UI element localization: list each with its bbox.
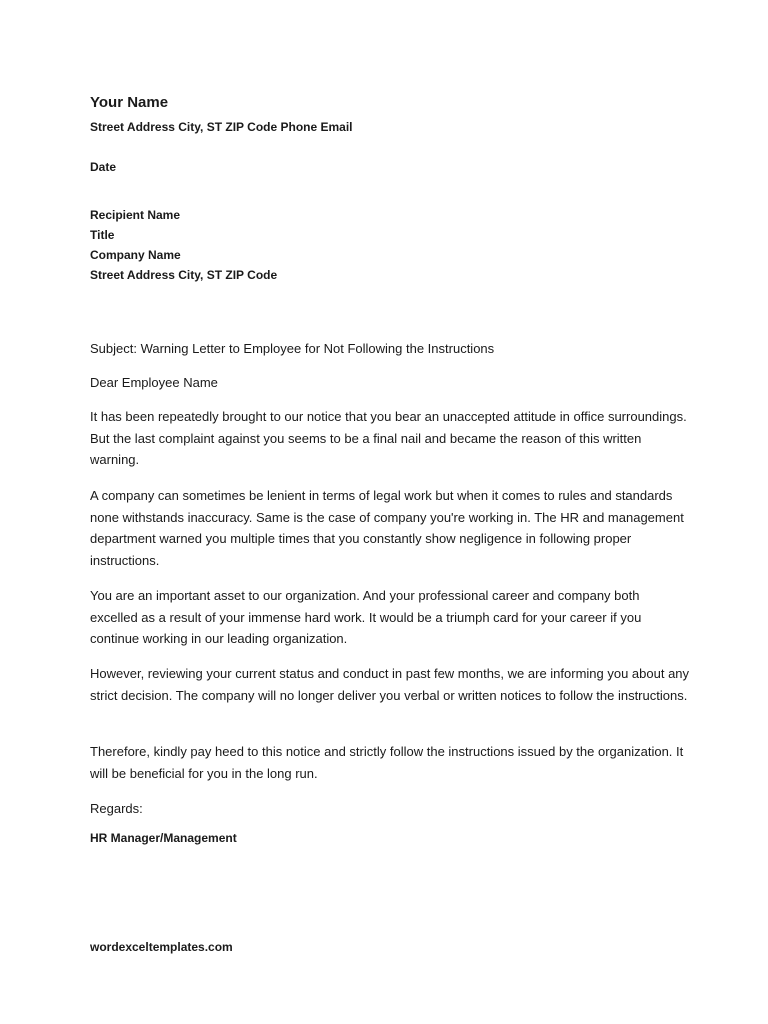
recipient-company: Company Name <box>90 248 181 262</box>
letter-date: Date <box>90 160 117 174</box>
recipient-block <box>90 205 277 285</box>
letter-subject: Subject: Warning Letter to Employee for Not Following the Instructions <box>90 341 495 356</box>
body-paragraph-2: A company can sometimes be lenient in terms of legal work but when it comes to rules and standards none withstands inaccuracy. Same is the case of company you're working in. The HR and management department warned you multiple times that you constantly show negligence in following proper instructions. <box>90 488 684 569</box>
sender-name: Your Name <box>90 94 169 111</box>
body-paragraph-3: You are an important asset to our organization. And your professional career and company both excelled as a result of your immense hard work. It would be a triumph card for your career if you continue working in our leading organization. <box>90 588 642 647</box>
recipient-title: Title <box>90 228 115 242</box>
letter-closing: Regards: <box>90 801 143 816</box>
body-paragraph-5: Therefore, kindly pay heed to this notice and strictly follow the instructions issued by the organization. It will be beneficial for you in the long run. <box>90 744 684 781</box>
recipient-name: Recipient Name <box>90 208 181 222</box>
footer-website: wordexceltemplates.com <box>90 940 233 954</box>
letter-greeting: Dear Employee Name <box>90 375 218 390</box>
recipient-address: Street Address City, ST ZIP Code <box>90 268 278 282</box>
letter-signature: HR Manager/Management <box>90 831 237 845</box>
body-paragraph-1: It has been repeatedly brought to our notice that you bear an unaccepted attitude in office surroundings. But the last complaint against you seems to be a final nail and became the reason of this written warning. <box>90 409 687 468</box>
sender-address: Street Address City, ST ZIP Code Phone Email <box>90 120 353 134</box>
body-paragraph-4: However, reviewing your current status and conduct in past few months, we are informing you about any strict decision. The company will no longer deliver you verbal or written notices to follow the instructions. <box>90 666 690 703</box>
